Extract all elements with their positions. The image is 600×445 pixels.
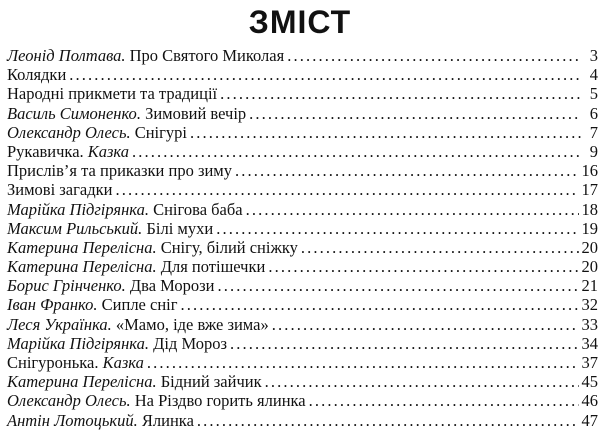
toc-entry-title: [7, 315, 269, 334]
toc-leader-dots: [272, 315, 579, 334]
toc-author: Борис Грінченко: [7, 276, 122, 296]
toc-leader-dots: [249, 104, 581, 123]
toc-entry: [7, 142, 598, 161]
toc-author: Василь Симоненко: [7, 103, 137, 123]
toc-page-number: 32: [581, 295, 598, 315]
page-title: ЗМІСТ: [248, 4, 352, 40]
toc-separator: .: [152, 372, 161, 392]
toc-entry-title: [7, 180, 112, 199]
toc-entry-title: [7, 46, 284, 65]
toc-entry: [7, 161, 598, 180]
toc-work: Ялинка: [141, 410, 194, 430]
toc-work: Прислів’я та приказки про зиму: [7, 161, 232, 181]
toc-separator: .: [136, 103, 146, 123]
toc-entry-title: [7, 276, 215, 295]
toc-separator: .: [126, 122, 135, 142]
toc-work: «Мамо, іде вже зима»: [115, 314, 269, 334]
toc-entry: [7, 372, 598, 391]
toc-entry: [7, 391, 598, 410]
toc-page-number: 34: [581, 333, 598, 353]
toc-leader-dots: [132, 142, 581, 161]
toc-separator: .: [121, 46, 130, 65]
toc-leader-dots: [301, 238, 579, 257]
toc-entry: [7, 46, 598, 65]
toc-genre: Казка: [102, 353, 144, 372]
toc-entry-title: [7, 104, 246, 123]
toc-work: Снігурі: [134, 122, 187, 142]
toc-work: Народні прикмети та традиції: [7, 84, 218, 104]
toc-leader-dots: [246, 200, 579, 219]
toc-page-number: 18: [581, 199, 598, 219]
toc-page-number: 3: [589, 46, 598, 65]
toc-work: Дід Мороз: [153, 333, 227, 353]
toc-page-number: 33: [581, 314, 598, 334]
toc-leader-dots: [190, 123, 581, 142]
toc-leader-dots: [197, 411, 579, 430]
toc-page-number: 19: [581, 218, 598, 238]
toc-page-number: 20: [581, 257, 598, 277]
toc-entry-title: [7, 65, 66, 84]
toc-genre: Казка: [87, 141, 129, 161]
toc-entry: [7, 315, 598, 334]
toc-leader-dots: [218, 276, 579, 295]
toc-entry: [7, 276, 598, 295]
toc-entry: [7, 295, 598, 314]
toc-author: Катерина Перелісна: [7, 372, 153, 392]
toc-page-number: 6: [589, 103, 598, 123]
toc-separator: .: [133, 410, 142, 430]
toc-entry: [7, 104, 598, 123]
toc-leader-dots: [220, 84, 581, 103]
toc-leader-dots: [309, 391, 579, 410]
toc-entry-title: [7, 372, 262, 391]
toc-entry: [7, 238, 598, 257]
toc-entry-title: [7, 142, 129, 161]
toc-page-number: 20: [581, 237, 598, 257]
toc-entry-title: [7, 411, 194, 430]
toc-entry: [7, 84, 598, 103]
toc-author: Марійка Підгірянка: [7, 199, 145, 219]
toc-work: Рукавичка.: [7, 141, 88, 161]
toc-work: Зимові загадки: [7, 180, 113, 200]
toc-separator: .: [152, 257, 161, 277]
toc-separator: .: [144, 333, 154, 353]
toc-page-number: 9: [589, 141, 598, 161]
toc-separator: .: [126, 391, 135, 411]
toc-author: Леонід Полтава: [7, 46, 122, 65]
toc-separator: .: [107, 314, 116, 334]
toc-author: Марійка Підгірянка: [7, 333, 145, 353]
toc-entry: [7, 219, 598, 238]
toc-leader-dots: [147, 353, 579, 372]
toc-work: Колядки: [7, 65, 67, 85]
toc-entry-title: [7, 161, 232, 180]
toc-entry: [7, 411, 598, 430]
toc-author: Антін Лотоцький: [7, 410, 134, 430]
toc-work: Снігова баба: [153, 199, 243, 219]
toc-entry-title: [7, 219, 213, 238]
toc-author: Катерина Перелісна: [7, 237, 153, 257]
toc-leader-dots: [268, 257, 578, 276]
toc-separator: .: [93, 295, 102, 315]
toc-author: Леся Українка: [7, 314, 108, 334]
toc-work: Білі мухи: [146, 218, 214, 238]
toc-entry: [7, 353, 598, 372]
toc-page-number: 47: [581, 410, 598, 430]
toc-author: Олександр Олесь: [7, 391, 127, 411]
toc-page-number: 45: [581, 372, 598, 392]
toc-work: Снігуронька.: [7, 353, 103, 372]
toc-entry-title: [7, 200, 243, 219]
toc-leader-dots: [115, 180, 578, 199]
toc-work: Сипле сніг: [101, 295, 178, 315]
toc-work: Бідний зайчик: [160, 372, 262, 392]
toc-entry: [7, 123, 598, 142]
toc-leader-dots: [265, 372, 579, 391]
toc-author: Катерина Перелісна: [7, 257, 153, 277]
toc-author: Олександр Олесь: [7, 122, 127, 142]
toc-page-number: 21: [581, 276, 598, 296]
toc-page-number: 5: [589, 84, 598, 104]
toc-entry-title: [7, 84, 217, 103]
toc-entry-title: [7, 238, 298, 257]
toc-separator: .: [121, 276, 130, 296]
toc-page-number: 4: [589, 65, 598, 85]
toc-work: Про Святого Миколая: [129, 46, 285, 65]
toc-author: Максим Рильський: [7, 218, 139, 238]
toc-page-number: 7: [589, 122, 598, 142]
toc-entry-title: [7, 257, 265, 276]
toc-entry-title: [7, 295, 178, 314]
toc-entry: [7, 334, 598, 353]
toc-separator: .: [138, 218, 147, 238]
table-of-contents: [7, 46, 598, 430]
toc-work: Зимовий вечір: [145, 103, 247, 123]
toc-leader-dots: [287, 46, 581, 65]
toc-page-number: 46: [581, 391, 598, 411]
toc-work: Два Морози: [129, 276, 215, 296]
toc-entry: [7, 200, 598, 219]
toc-leader-dots: [230, 334, 579, 353]
toc-entry-title: [7, 391, 306, 410]
toc-separator: .: [152, 237, 161, 257]
toc-author: Іван Франко: [7, 295, 94, 315]
toc-entry-title: [7, 334, 227, 353]
toc-work: Снігу, білий сніжку: [160, 237, 298, 257]
toc-page-number: 16: [581, 161, 598, 181]
toc-leader-dots: [216, 219, 578, 238]
toc-work: На Різдво горить ялинка: [134, 391, 306, 411]
toc-entry: [7, 180, 598, 199]
toc-separator: .: [144, 199, 154, 219]
toc-leader-dots: [69, 65, 581, 84]
toc-entry-title: [7, 353, 144, 372]
toc-entry: [7, 257, 598, 276]
toc-page-number: 37: [581, 353, 598, 372]
toc-entry-title: [7, 123, 187, 142]
toc-work: Для потішечки: [160, 257, 266, 277]
toc-leader-dots: [181, 295, 579, 314]
toc-entry: [7, 65, 598, 84]
toc-leader-dots: [235, 161, 579, 180]
toc-page-number: 17: [581, 180, 598, 200]
